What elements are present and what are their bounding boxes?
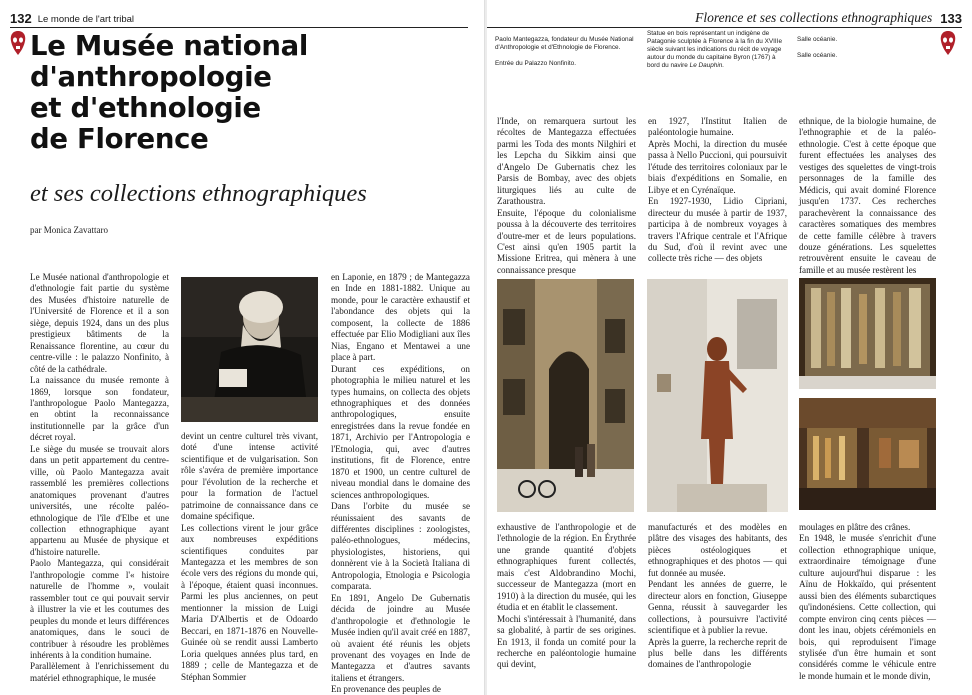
paragraph: Dans l'orbite du musée se réunissaient des savants de différentes disciplines : zoologistes, paléo-ethnologues, médecins, physiologistes, historiens, qui donnèrent vie à la Società Italiana di Antropologia, Etnologia e Psicologia comparata. bbox=[331, 501, 470, 592]
text-column-9 bbox=[799, 522, 936, 682]
paragraph: En 1927-1930, Lidio Cipriani, directeur du musée à partir de 1937, participa à de nombreux voyages à travers l'Afrique centrale et l'Afrique du Sud, d'où il revint avec une collecte très riche — des objets bbox=[648, 196, 787, 264]
article-subhead: et ses collections ethnographiques bbox=[30, 180, 367, 207]
running-head-right bbox=[487, 8, 962, 28]
text-column-4 bbox=[497, 116, 636, 276]
paragraph: Pendant les années de guerre, le directeur alors en fonction, Giuseppe Genna, réussit à sauvegarder les collections, à poursuivre l'activité scientifique et à publier la revue. bbox=[648, 579, 787, 636]
paragraph: En 1948, le musée s'enrichit d'une collection ethnographique unique, extraordinaire témoignage d'une culture aujourd'hui disparue : les Aïnu de Hokkaïdo, qui présentent aussi bien des éléments subarctiques qu'indonésiens. Cette collection, qui compte environ cinq cents pièces — dont les inau, objets cérémoniels en bois, qui reproduisent l'image stylisée d'un être humain et sont considérés comme le véhicule entre le monde humain et le monde divin, bbox=[799, 533, 936, 681]
paragraph: exhaustive de l'anthropologie et de l'ethnologie de la région. En Érythrée une grande quantité d'objets ethnographiques furent collectés, mais c'est Aldobrandino Mochi, successeur de Mantegazza (mort en 1910) à la direction du musée, qui les étudia et en établit le classement. bbox=[497, 522, 636, 613]
mask-ornament-icon bbox=[939, 30, 957, 56]
mask-ornament-icon bbox=[9, 30, 27, 56]
headline-line: Le Musée national bbox=[30, 30, 308, 62]
page-number-left: 132 bbox=[10, 11, 32, 26]
paragraph: manufacturés et des modèles en plâtre des visages des habitants, des pièces ostéologiques et ethnographiques et des photos — qui fut donnée au musée. bbox=[648, 522, 787, 578]
caption-portrait bbox=[495, 36, 635, 68]
text-column-5 bbox=[648, 116, 787, 265]
text-column-1 bbox=[30, 272, 169, 684]
paragraph: ethnique, de la biologie humaine, de l'ethnographie et de la paléo-ethnologie. C'est à cette époque que furent effectuées les analyses des vestiges des squelettes de vingt-trois personnages de la famille des Médicis, qui avait dominé Florence jusqu'en 1737. Ces recherches parachevèrent la connaissance des caractères somatiques des membres de cette famille célèbre à travers douze générations. Les squelettes retrouvèrent ensuite le caveau de famille et au musée restèrent les bbox=[799, 116, 936, 275]
paragraph: Mochi s'intéressait à l'humanité, dans sa globalité, à partir de ses origines. En 1913, il fonda un comité pour la recherche en paléontologie humaine qui devint, bbox=[497, 613, 636, 670]
paragraph: Après la guerre, la recherche reprit de plus belle dans les différents domaines de l'anthropologie bbox=[648, 636, 787, 670]
page-number-right: 133 bbox=[940, 11, 962, 26]
caption-statue bbox=[647, 30, 787, 70]
text-column-6 bbox=[799, 116, 936, 276]
text-column-2 bbox=[181, 431, 318, 683]
gallery-photo-1 bbox=[799, 278, 936, 389]
headline-line: de Florence bbox=[30, 123, 209, 155]
running-title-right: Florence et ses collections ethnographiques bbox=[695, 9, 933, 25]
paragraph: Parallèlement à l'enrichissement du matériel ethnographique, le musée bbox=[30, 661, 169, 683]
paragraph: En provenance des peuples de bbox=[331, 684, 441, 695]
right-page bbox=[487, 0, 972, 695]
paragraph: Paolo Mantegazza, qui considérait l'anthropologie comme l'« histoire naturelle de l'homme », voulait rassembler tout ce qui pouvait servir à illustrer la vie et les coutumes des peuples du monde et leurs différences anatomiques, dans le souci de contribuer à résoudre les problèmes inhérents à la condition humaine. bbox=[30, 558, 169, 660]
caption-ship-name: Le Dauphin. bbox=[689, 62, 725, 70]
paragraph: En 1891, Angelo De Gubernatis décida de joindre au Musée d'anthropologie et d'ethnologie le Musée indien qu'il avait créé en 1887, où avaient été réunis les objets provenant des voyages en Inde de Mantegazza et d'autres savants italiens et étrangers. bbox=[331, 592, 470, 683]
statue-photo bbox=[647, 279, 788, 512]
left-page bbox=[0, 0, 485, 695]
paragraph: en Laponie, en 1879 ; de Mantegazza en Inde en 1881-1882. Unique au monde, pour le caractère exhaustif et l'abondance des objets qui la composent, la collecte de 1886 effectuée par Elio Modigliani aux îles Nias, Engano et Mentawei a une place à part. bbox=[331, 272, 470, 363]
text-column-7 bbox=[497, 522, 636, 671]
text-column-8 bbox=[648, 522, 787, 671]
running-title-left: Le monde de l'art tribal bbox=[37, 13, 135, 25]
paragraph: Durant ces expéditions, on photographia le milieu naturel et les types humains, on collecta des objets ethnographiques et des données anthropologiques, ensuite enregistrées dans la revue fondée en 1871, Archivio per l'Antropologia e l'Etnologia, qui, avec d'autres institutions, fit de Florence, entre 1870 et 1900, un centre culturel de niveau mondial dans le domaine des sciences anthropologiques. bbox=[331, 363, 470, 500]
paragraph: en 1927, l'Institut Italien de paléontologie humaine. bbox=[648, 116, 787, 138]
byline: par Monica Zavattaro bbox=[30, 225, 108, 235]
paragraph: devint un centre culturel très vivant, doté d'une intense activité scientifique et de vulgarisation. Son rôle s'avéra de première importance pour l'évolution de la recherche et pour la formation de l'actuel patrimoine de connaissance dans ce domaine spécifique. bbox=[181, 431, 318, 522]
caption-gallery bbox=[797, 36, 937, 60]
caption-text: Entrée du Palazzo Nonfinito. bbox=[495, 60, 576, 68]
paragraph: La naissance du musée remonte à 1869, lorsque son fondateur, l'anthropologue Paolo Mantegazza, en obtint la reconnaissance institutionnelle par la grâce d'un décret royal. bbox=[30, 375, 169, 443]
portrait-photo bbox=[181, 277, 318, 422]
paragraph: l'Inde, on remarquera surtout les récoltes de Mantegazza effectuées parmi les Toda des monts Nilghiri et les Lepcha du Sikkim ainsi que d'Angelo De Gubernatis chez les Parsis de Bombay, avec des objets liturgiques liés au culte de Zarathoustra. bbox=[497, 116, 636, 207]
caption-text: Salle océanie. bbox=[797, 52, 838, 60]
palazzo-photo bbox=[497, 279, 634, 512]
paragraph: Après Mochi, la direction du musée passa à Nello Puccioni, qui poursuivit l'étude des territoires coloniaux par le biais d'expéditions en Somalie, en Libye et en Cyrénaïque. bbox=[648, 138, 787, 195]
running-head-left bbox=[10, 10, 468, 28]
headline-line: d'anthropologie bbox=[30, 61, 272, 93]
paragraph: Le siège du musée se trouvait alors dans un petit appartement du centre-ville, où Paolo Mantegazza avait rassemblé les premières collections anatomiques provenant d'autres universités, une récolte paléo-ethnologique de l'île d'Elbe et une collection ethnographique ayant appartenu au Musée de physique et d'histoire naturelle. bbox=[30, 443, 169, 557]
caption-text: Salle océanie. bbox=[797, 36, 838, 43]
paragraph: Ensuite, l'époque du colonialisme poussa à la découverte des territoires d'outre-mer et de leurs populations. C'est ainsi qu'en 1905 partit la Missione Eritrea, qui mènera à une connaissance presque bbox=[497, 207, 636, 275]
text-column-3 bbox=[331, 272, 470, 695]
paragraph: Les collections virent le jour grâce aux nombreuses expéditions scientifiques conduites par Mantegazza et les membres de son école vers des régions du monde qui, à l'époque, étaient quasi inconnues. Parmi les plus anciennes, on peut mentionner la mission de Luigi Maria D'Albertis et de Odoardo Beccari, en 1871-1876 en Nouvelle-Guinée où se rendit aussi Lamberto Loria quelques années plus tard, en 1889 ; celle de Mantegazza et de Stéphan Sommier bbox=[181, 522, 318, 682]
gallery-photo-2 bbox=[799, 398, 936, 510]
headline-line: et d'ethnologie bbox=[30, 92, 261, 124]
paragraph: Le Musée national d'anthropologie et d'ethnologie fait partie du système des Musées d'histoire naturelle de l'Université de Florence et il a son siège, depuis 1924, dans un des plus prestigieux bâtiments de la Renaissance florentine, au cœur du centre-ville : le palazzo Nonfinito, à côté de la cathédrale. bbox=[30, 272, 169, 374]
caption-text: Statue en bois représentant un indigène de Patagonie sculptée à Florence à la fin du XVIIIe siècle suivant les indications du récit de voyage autour du monde du capitaine Byron (1767) à bord du navire bbox=[647, 30, 782, 70]
paragraph: moulages en plâtre des crânes. bbox=[799, 522, 911, 532]
article-headline bbox=[30, 31, 470, 155]
caption-text: Paolo Mantegazza, fondateur du Musée National d'Anthropologie et d'Ethnologie de Florence. bbox=[495, 36, 634, 52]
